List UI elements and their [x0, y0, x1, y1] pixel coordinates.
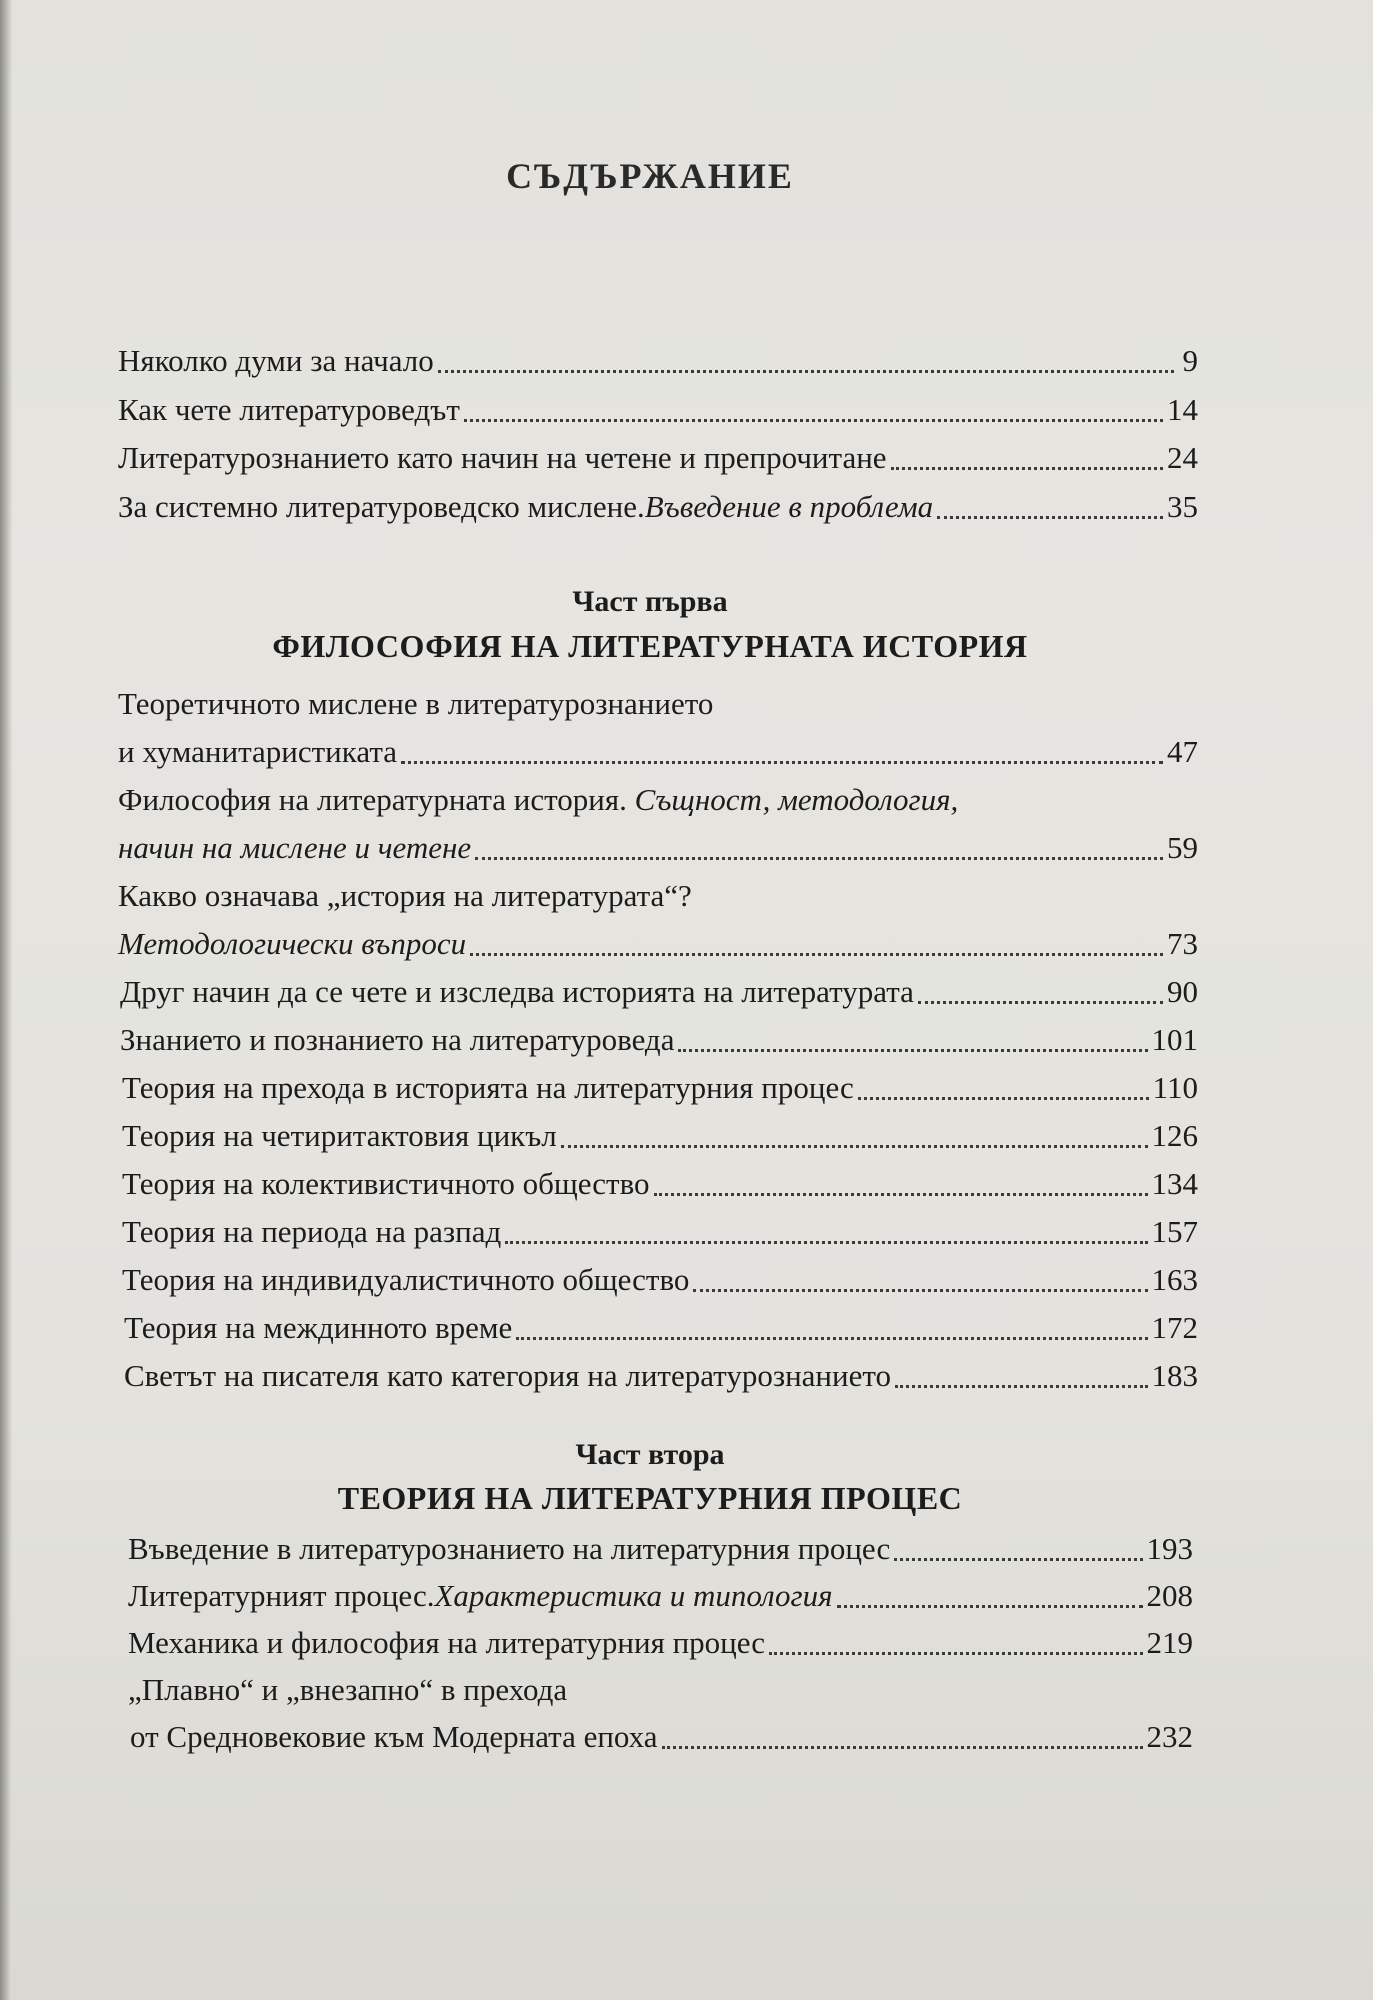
- part-two-title: ТЕОРИЯ НА ЛИТЕРАТУРНИЯ ПРОЦЕС: [337, 1480, 963, 1516]
- toc-entry: Литературознанието като начин на четене и препрочитане 24: [0, 434, 1373, 482]
- part-one-label: Част първа: [572, 585, 728, 618]
- page-number: 183: [1151, 1358, 1198, 1393]
- leader-dots: [654, 1193, 1148, 1196]
- leader-dots: [891, 467, 1163, 470]
- leader-dots: [401, 761, 1163, 764]
- toc-title: СЪДЪРЖАНИЕ: [506, 156, 794, 196]
- toc-entry: Друг начин да се чете и изследва историята на литературата 90: [0, 968, 1373, 1016]
- leader-dots: [937, 516, 1163, 519]
- page-number: 232: [1146, 1719, 1193, 1754]
- part-one-title: ФИЛОСОФИЯ НА ЛИТЕРАТУРНАТА ИСТОРИЯ: [272, 628, 1028, 664]
- toc-entry: Теория на прехода в историята на литературния процес 110: [0, 1064, 1373, 1112]
- leader-dots: [894, 1558, 1142, 1561]
- page-number: 9: [1182, 343, 1198, 378]
- toc-entry: Няколко думи за начало 9: [0, 337, 1373, 385]
- leader-dots: [918, 1001, 1163, 1004]
- leader-dots: [662, 1746, 1143, 1749]
- page-number: 90: [1167, 974, 1198, 1009]
- toc-entry: Теория на индивидуалистичното общество 163: [0, 1256, 1373, 1304]
- page-number: 35: [1167, 489, 1198, 524]
- page-number: 208: [1146, 1578, 1193, 1613]
- toc-entry: Теоретичното мислене в литературознанието и хуманитаристиката 47: [0, 680, 1373, 776]
- page-number: 101: [1151, 1022, 1198, 1057]
- leader-dots: [678, 1049, 1147, 1052]
- page-number: 73: [1167, 926, 1198, 961]
- leader-dots: [837, 1605, 1143, 1608]
- page-number: 163: [1151, 1262, 1198, 1297]
- toc-entry: „Плавно“ и „внезапно“ в прехода от Средновековие към Модерната епоха 232: [0, 1666, 1373, 1762]
- toc-entry: Светът на писателя като категория на литературознанието 183: [0, 1352, 1373, 1400]
- leader-dots: [505, 1241, 1147, 1244]
- toc-entry: Философия на литературната история. Същност, методология, начин на мислене и четене 59: [0, 776, 1373, 872]
- toc-entry: Теория на периода на разпад 157: [0, 1208, 1373, 1256]
- toc-entry: Теория на междинното време 172: [0, 1304, 1373, 1352]
- leader-dots: [895, 1385, 1148, 1388]
- toc-entry: Механика и философия на литературния процес 219: [0, 1619, 1373, 1667]
- leader-dots: [516, 1337, 1147, 1340]
- page-number: 134: [1151, 1166, 1198, 1201]
- toc-entry: За системно литературоведско мислене. Въведение в проблема 35: [0, 483, 1373, 531]
- toc-entry: Какво означава „история на литературата“? Методологически въпроси 73: [0, 872, 1373, 968]
- page-number: 24: [1167, 440, 1198, 475]
- toc-entry: Как чете литературоведът 14: [0, 386, 1373, 434]
- page-number: 193: [1146, 1531, 1193, 1566]
- toc-entry: Литературният процес. Характеристика и типология 208: [0, 1572, 1373, 1620]
- page-number: 157: [1151, 1214, 1198, 1249]
- page-number: 110: [1152, 1070, 1198, 1105]
- leader-dots: [769, 1652, 1142, 1655]
- leader-dots: [470, 953, 1163, 956]
- leader-dots: [438, 370, 1174, 373]
- page-number: 172: [1151, 1310, 1198, 1345]
- leader-dots: [693, 1289, 1147, 1292]
- leader-dots: [561, 1145, 1148, 1148]
- toc-entry: Теория на четиритактовия цикъл 126: [0, 1112, 1373, 1160]
- toc-entry: Въведение в литературознанието на литературния процес 193: [0, 1525, 1373, 1573]
- page-number: 47: [1167, 734, 1198, 769]
- toc-entry: Знанието и познанието на литературоведа 101: [0, 1016, 1373, 1064]
- part-two-label: Част втора: [575, 1438, 725, 1471]
- page-number: 219: [1146, 1625, 1193, 1660]
- leader-dots: [475, 857, 1163, 860]
- toc-entry: Теория на колективистичното общество 134: [0, 1160, 1373, 1208]
- page-number: 14: [1167, 392, 1198, 427]
- leader-dots: [464, 419, 1163, 422]
- leader-dots: [858, 1097, 1149, 1100]
- page-number: 59: [1167, 830, 1198, 865]
- page-number: 126: [1151, 1118, 1198, 1153]
